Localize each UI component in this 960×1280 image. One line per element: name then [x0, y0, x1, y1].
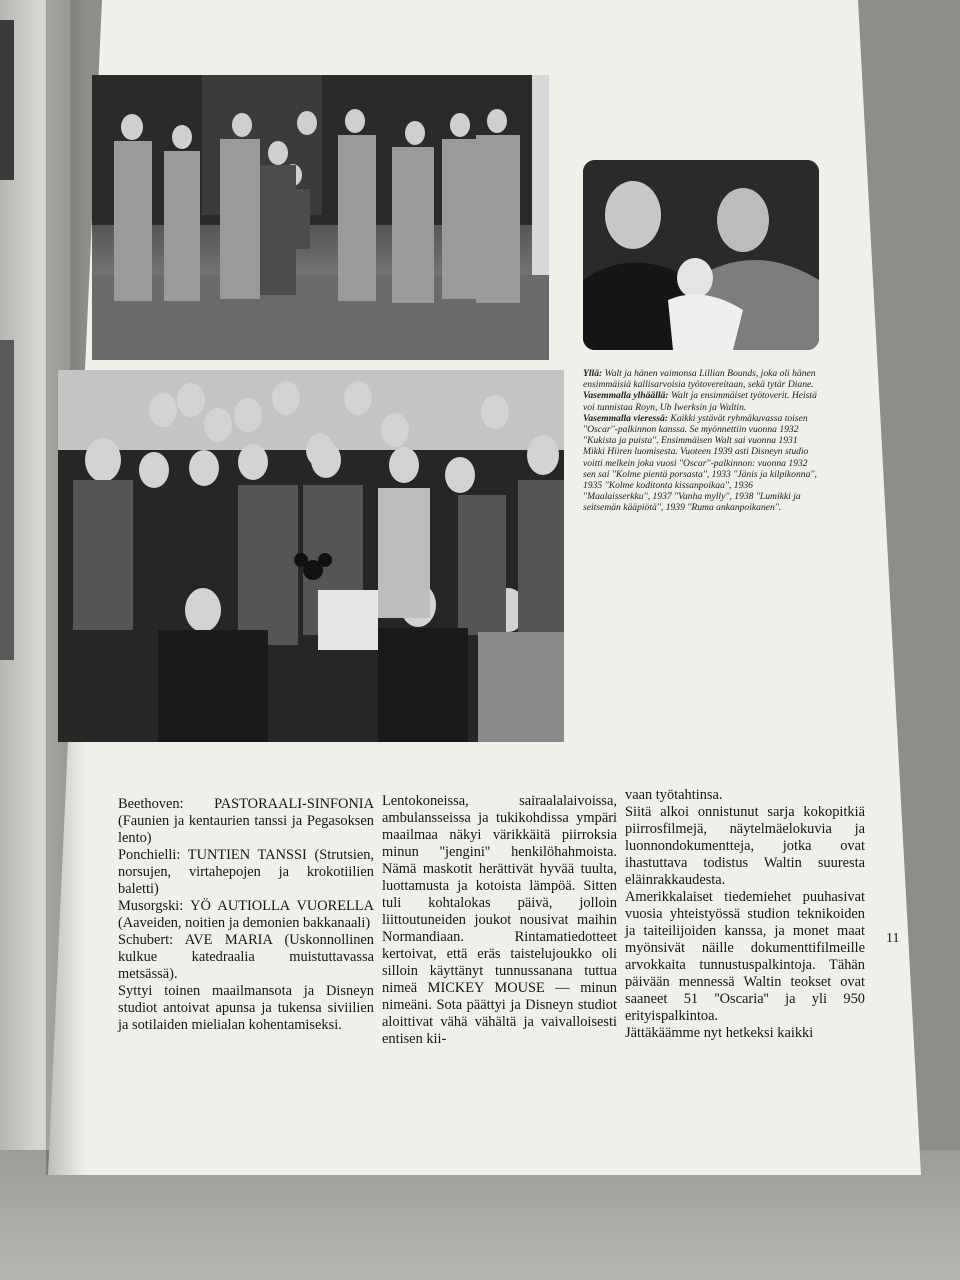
photo-oscar-group: [58, 370, 564, 742]
paragraph: Lentokoneissa, sairaalalaivoissa, ambulansseissa ja tukikohdissa ympäri maailmaa näkyi värikkäitä piirroksia minun ''jengini'' henkilöhahmoista. Nämä maskotit herättivät hyvää tuulta, luottamusta ja kotoista lämpöä. Sitten tuli kohtalokas päivä, jolloin liittoutuneiden joukot nousivat maihin Normandiaan. Rintamatiedotteet kertoivat, että eräs taistelujoukko oli silloin käyttänyt tunnussanana tuttua nimeä MICKEY MOUSE — minun nimeäni. Sota päättyi ja Disneyn studiot aloittivat vähä vähältä ja vaivalloisesti entisen kii-: [382, 793, 617, 1047]
paragraph: Musorgski: YÖ AUTIOLLA VUORELLA (Aaveiden, noitien ja demonien bakkanaali): [118, 898, 374, 931]
text-column-2: [382, 793, 617, 1048]
adjacent-page-photo: [0, 340, 14, 660]
photo-caption: [583, 368, 818, 514]
text-column-3: [625, 787, 865, 1042]
paragraph: Schubert: AVE MARIA (Uskonnollinen kulkue katedraalia muistuttavassa metsässä).: [118, 932, 374, 982]
paragraph: Siitä alkoi onnistunut sarja kokopitkiä piirrosfilmejä, näytelmäelokuvia ja luonnondokumentteja, jotka ovat ihastuttava todistus Waltin suuresta eläinrakkaudesta.: [625, 804, 865, 888]
adjacent-page-photo: [0, 20, 14, 180]
photo-walt-and-colleagues: [92, 75, 549, 360]
caption-label-left-top: Vasemmalla ylhäällä:: [583, 390, 669, 402]
page-number: 11: [886, 931, 900, 946]
photo-walt-family: [583, 160, 819, 350]
paragraph: Jättäkäämme nyt hetkeksi kaikki: [625, 1025, 814, 1041]
caption-text-left-side: Kaikki ystävät ryhmäkuvassa toisen ''Oscar''-palkinnon kanssa. Se myönnettiin vuonna 1932 ''Kukista ja puista''. Ensimmäisen Walt sai vuonna 1931 Mikki Hiiren luomisesta. Vuoteen 1939 asti Disneyn studio voitti melkein joka vuosi ''Oscar''-palkinnon: vuonna 1932 sen sai ''Kolme pientä porsasta'', 1933 ''Jänis ja kilpikonna'', 1935 ''Kolme koditonta kissanpoikaa'', 1936 ''Maalaisserkku'', 1937 ''Vanha mylly'', 1938 ''Lumikki ja seitsemän kääpiötä'', 1939 ''Ruma ankanpoikanen''.: [583, 412, 817, 514]
paragraph: Syttyi toinen maailmansota ja Disneyn studiot antoivat apunsa ja tukensa siviilien ja sotilaiden mielialan kohentamiseksi.: [118, 983, 374, 1033]
caption-label-left-side: Vasemmalla vieressä:: [583, 412, 669, 424]
paragraph: Ponchielli: TUNTIEN TANSSI (Strutsien, norsujen, virtahepojen ja krokotiilien baletti): [118, 847, 374, 897]
text-column-1: [118, 796, 374, 1034]
caption-text-top: Walt ja hänen vaimonsa Lillian Bounds, joka oli hänen ensimmäisiä kallisarvoisia työtovereitaan, sekä tytär Diane.: [583, 368, 816, 391]
paragraph: vaan työtahtinsa.: [625, 787, 723, 803]
paragraph: Amerikkalaiset tiedemiehet puuhasivat vuosia yhteistyössä studion teknikoiden ja taiteilijoiden kanssa, ja monet maat myönsivät näille dokumenttifilmeille arvokkaita tunnustuspalkintoja. Tähän päivään mennessä Waltin teokset ovat saaneet 51 ''Oscaria'' ja yli 950 erityispalkintoa.: [625, 889, 865, 1024]
caption-text-left-top: Walt ja ensimmäiset työtoverit. Heistä voi tunnistaa Royn, Ub Iwerksin ja Waltin.: [583, 390, 817, 413]
caption-label-top: Yllä:: [583, 368, 603, 379]
paragraph: Beethoven: PASTORAALI-SINFONIA (Faunien ja kentaurien tanssi ja Pegasoksen lento): [118, 796, 374, 846]
